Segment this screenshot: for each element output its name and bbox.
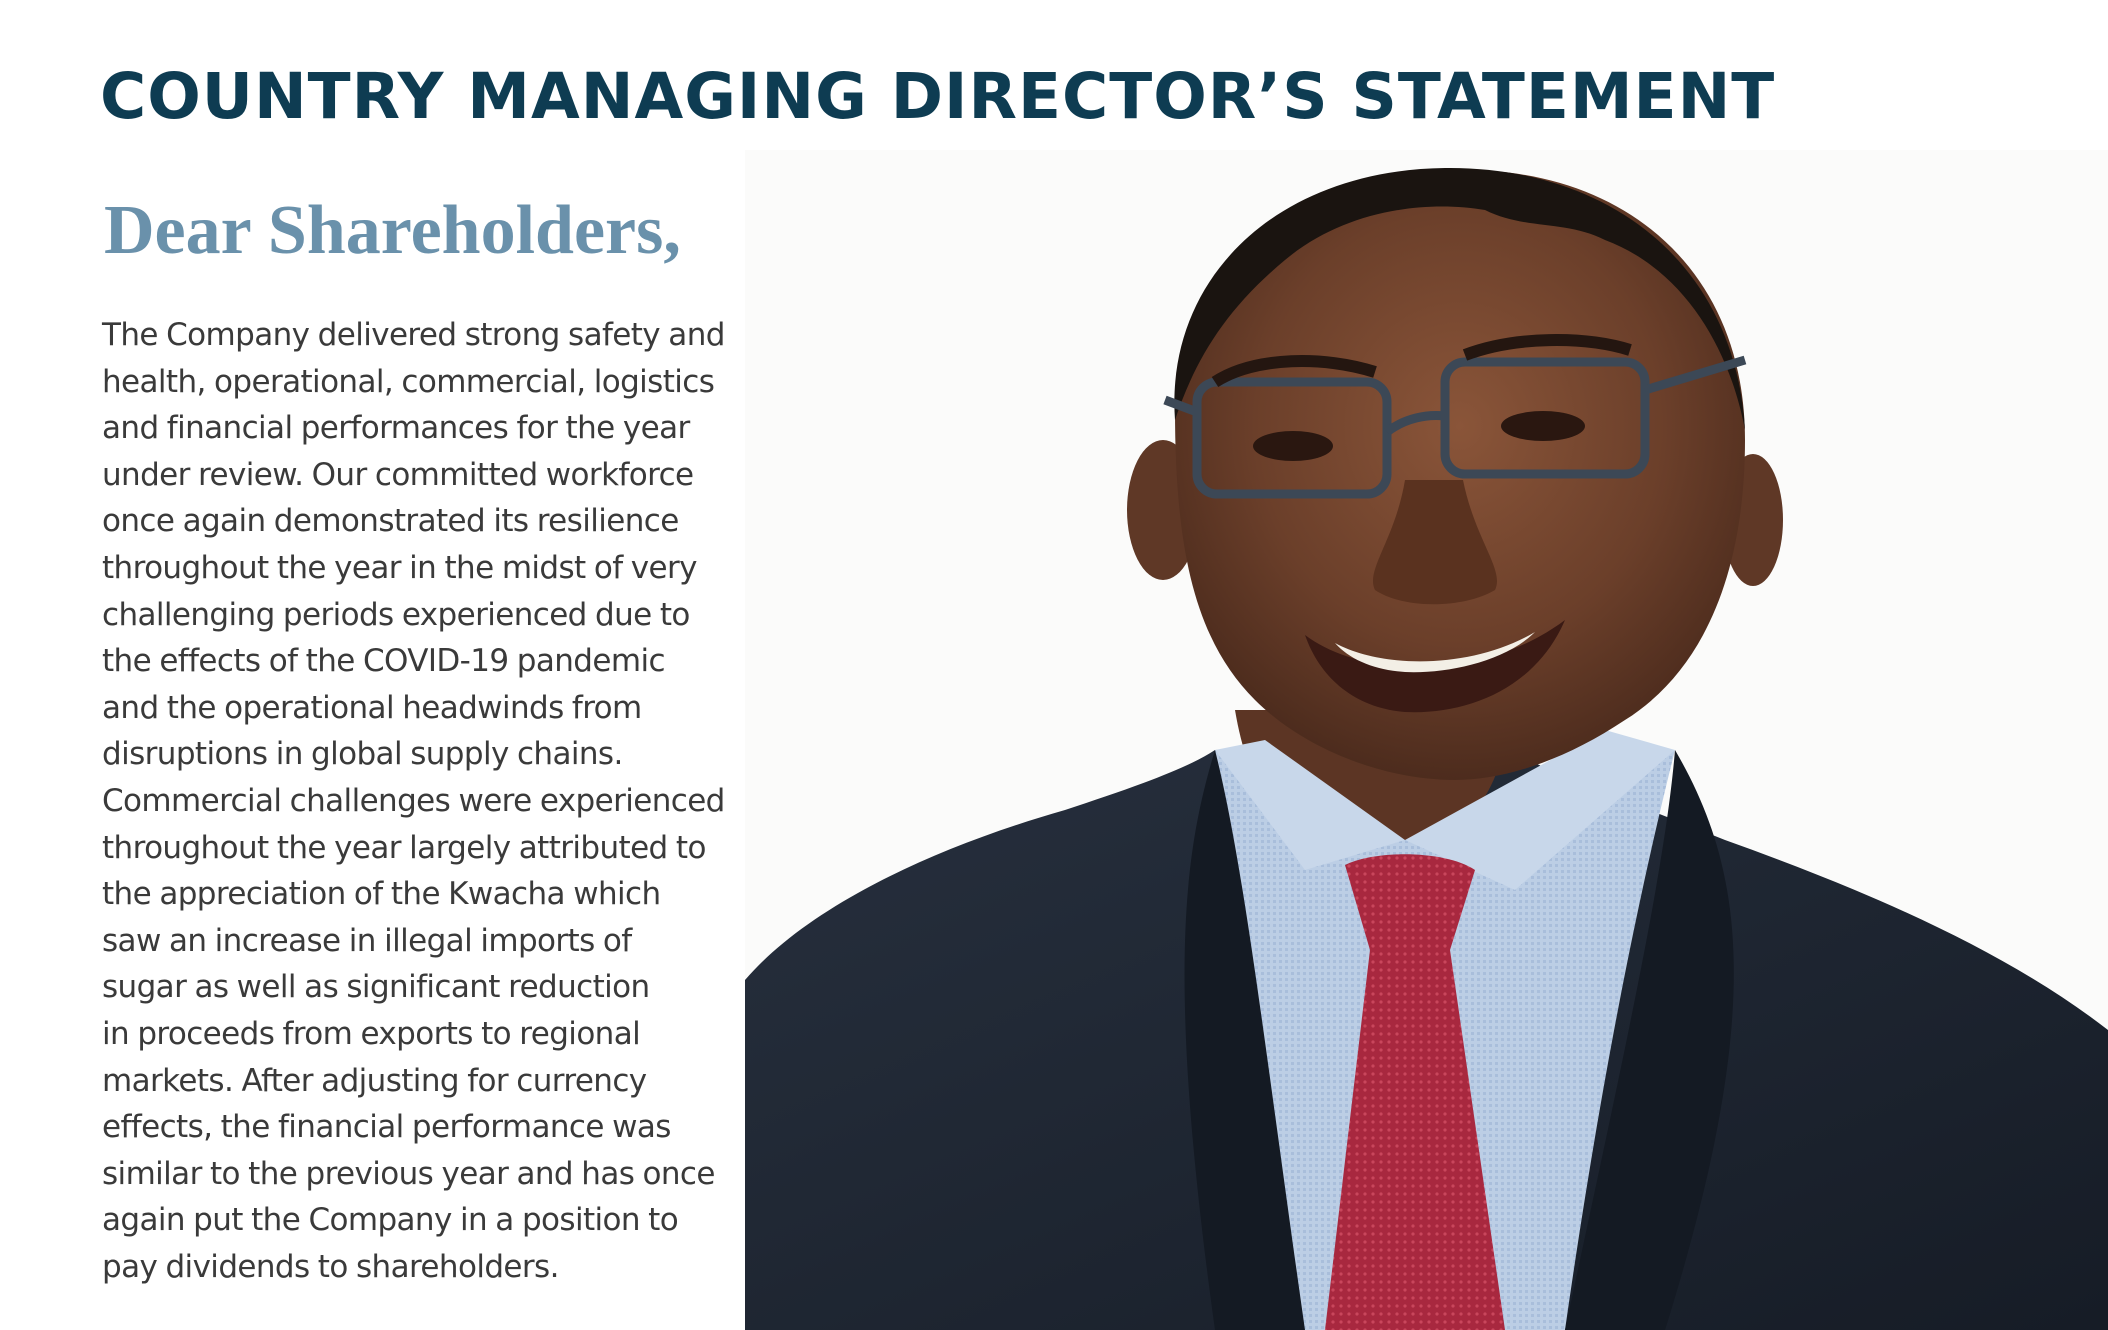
body-line: the effects of the COVID-19 pandemic (102, 643, 665, 680)
body-line: effects, the financial performance was (102, 1109, 671, 1146)
body-line: saw an increase in illegal imports of (102, 922, 632, 959)
body-line: throughout the year in the midst of very (102, 549, 697, 586)
body-line: The Company delivered strong safety and (102, 317, 725, 353)
director-portrait-photo (745, 150, 2108, 1330)
body-line: throughout the year largely attributed to (102, 829, 706, 866)
body-line: health, operational, commercial, logistics (102, 363, 715, 400)
body-line: disruptions in global supply chains. (102, 736, 623, 773)
body-line: and the operational headwinds from (102, 689, 642, 726)
salutation: Dear Shareholders, (104, 192, 681, 269)
statement-body (102, 312, 725, 1290)
body-line: the appreciation of the Kwacha which (102, 876, 661, 913)
page-title: COUNTRY MANAGING DIRECTOR’S STATEMENT (100, 60, 1776, 133)
left-eye (1253, 431, 1333, 461)
body-line: markets. After adjusting for currency (102, 1062, 647, 1099)
body-line: in proceeds from exports to regional (102, 1015, 641, 1052)
right-eye (1501, 411, 1585, 441)
body-line: once again demonstrated its resilience (102, 503, 679, 540)
body-line: challenging periods experienced due to (102, 596, 690, 633)
body-line: Commercial challenges were experienced (102, 782, 725, 819)
body-line: again put the Company in a position to (102, 1202, 679, 1239)
body-line: under review. Our committed workforce (102, 456, 694, 493)
body-line: similar to the previous year and has once (102, 1155, 715, 1192)
body-line: and financial performances for the year (102, 410, 690, 447)
body-line: pay dividends to shareholders. (102, 1248, 559, 1285)
body-line: sugar as well as significant reduction (102, 969, 650, 1006)
